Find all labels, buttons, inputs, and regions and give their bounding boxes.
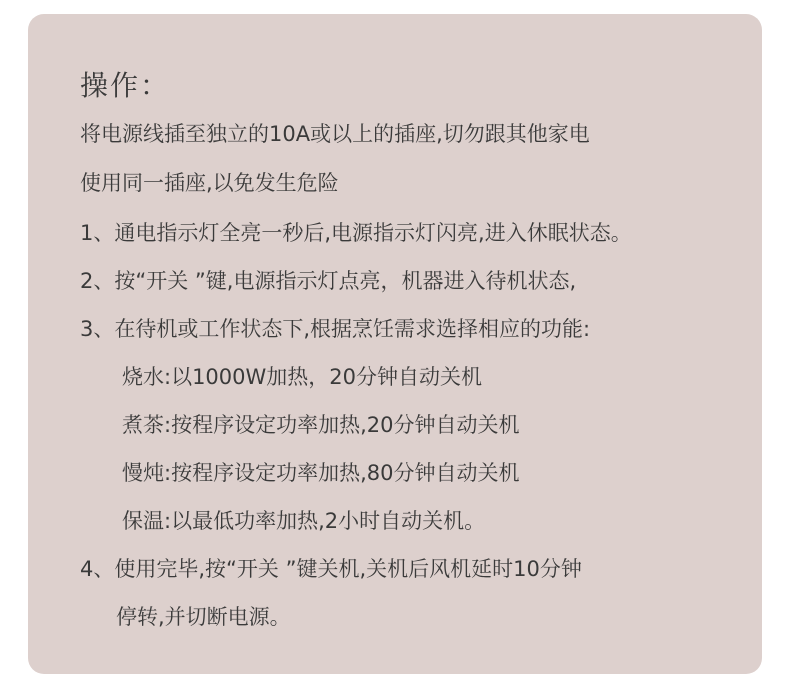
function-slow-stew: 慢炖:按程序设定功率加热,80分钟自动关机	[122, 461, 520, 485]
instruction-step-4-continued: 停转,并切断电源。	[116, 605, 291, 629]
function-brew-tea: 煮茶:按程序设定功率加热,20分钟自动关机	[122, 413, 520, 437]
instruction-step-1: 1、通电指示灯全亮一秒后,电源指示灯闪亮,进入休眠状态。	[80, 221, 632, 245]
function-keep-warm: 保温:以最低功率加热,2小时自动关机。	[122, 509, 486, 533]
instruction-line-power-socket: 将电源线插至独立的10A或以上的插座,切勿跟其他家电	[80, 122, 590, 146]
section-title: 操作：	[80, 69, 171, 102]
instruction-line-socket-warning: 使用同一插座,以免发生危险	[80, 171, 339, 195]
instruction-step-3: 3、在待机或工作状态下,根据烹饪需求选择相应的功能:	[80, 317, 591, 341]
instruction-step-2: 2、按“开关 ”键,电源指示灯点亮，机器进入待机状态,	[80, 269, 577, 293]
function-boil-water: 烧水:以1000W加热，20分钟自动关机	[122, 365, 483, 389]
instruction-step-4: 4、使用完毕,按“开关 ”键关机,关机后风机延时10分钟	[80, 557, 582, 581]
